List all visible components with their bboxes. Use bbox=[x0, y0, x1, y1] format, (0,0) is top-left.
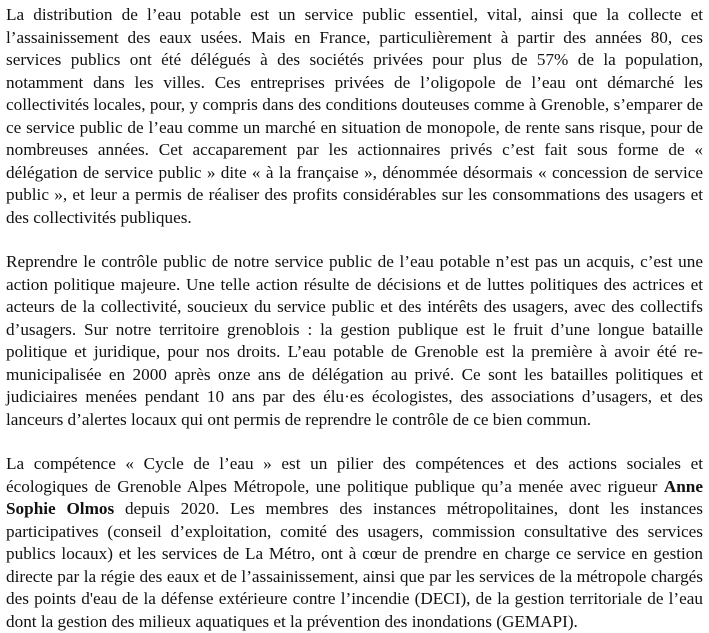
document-body bbox=[6, 4, 703, 633]
paragraph-water-distribution: La distribution de l’eau potable est un service public essentiel, vital, ainsi que la collecte et l’assainissement des eaux usées. Mais en France, particulièrement à partir des années 80, ces services publics ont été délégués à des sociétés privées pour plus de 57% de la population, notamment dans les villes. Ces entreprises privées de l’oligopole de l’eau ont démarché les collectivités locales, pour, y compris dans des conditions douteuses comme à Grenoble, s’emparer de ce service public de l’eau comme un marché en situation de monopole, de rente sans risque, pour de nombreuses années. Cet accaparement par les actionnaires privés c’est fait sous forme de « délégation de service public » dite « à la française », dénommée désormais « concession de service public », et leur a permis de réaliser des profits considérables sur les consommations des usagers et des collectivités publiques. bbox=[6, 5, 703, 227]
paragraph-public-control: Reprendre le contrôle public de notre service public de l’eau potable n’est pas un acquis, c’est une action politique majeure. Une telle action résulte de décisions et de luttes politiques des actrices et acteurs de la collectivité, soucieux du service public et des intérêts des usagers, avec des collectifs d’usagers. Sur notre territoire grenoblois : la gestion publique est le fruit d’une longue bataille politique et juridique, pour nos droits. L’eau potable de Grenoble est la première à avoir été re-municipalisée en 2000 après onze ans de délégation au privé. Ce sont les batailles politiques et judiciaires menées pendant 10 ans par des élu·es écologistes, des associations d’usagers, et des lanceurs d’alertes locaux qui ont permis de reprendre le contrôle de ce bien commun. bbox=[6, 252, 703, 429]
person-name: Anne Sophie Olmos bbox=[6, 476, 703, 518]
paragraph-3-rest-text: depuis 2020. Les membres des instances métropolitaines, dont les instances participatives (conseil d’exploitation, comité des usagers, commission consultative des services publics locaux) et les services de La Métro, ont à cœur de prendre en charge ce service en gestion directe par la régie des eaux et de l’assainissement, ainsi que par les services de la métropole chargés des points d'eau de la défense extérieure contre l’incendie (DECI), de la gestion territoriale de l’eau dont la gestion des milieux aquatiques et la prévention des inondations (GEMAPI). bbox=[6, 499, 703, 631]
paragraph-3-intro-text: La compétence « Cycle de l’eau » est un pilier des compétences et des actions sociales et écologiques de Grenoble Alpes Métropole, une politique publique qu’a menée avec rigueur bbox=[6, 454, 703, 496]
paragraph-water-cycle-competence bbox=[6, 453, 703, 633]
